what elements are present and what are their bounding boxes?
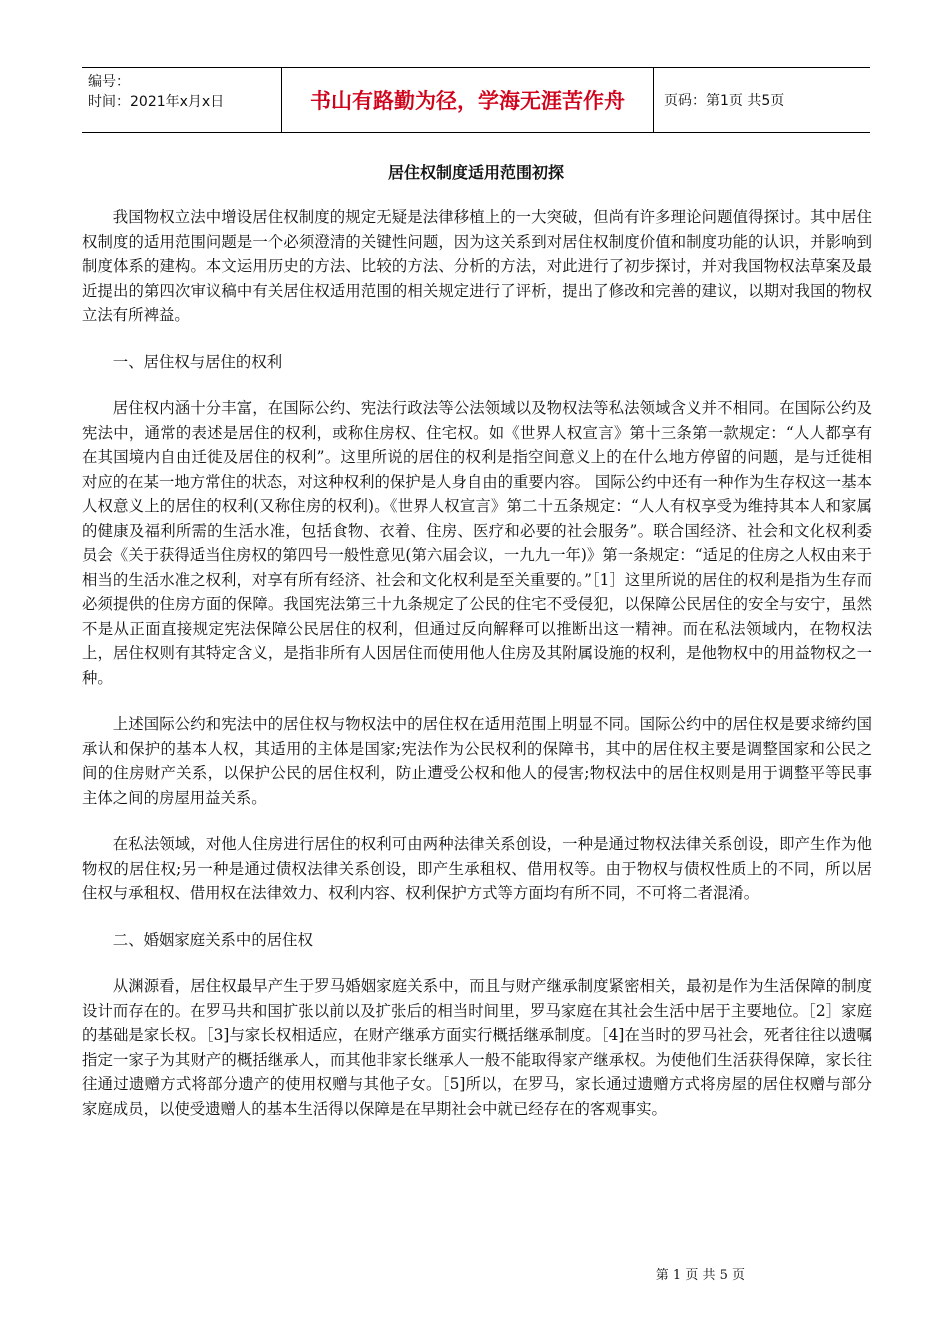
header-page-info: 页码：第1页 共5页: [664, 93, 785, 109]
section-heading-1: 一、居住权与居住的权利: [112, 352, 283, 371]
header-meta: [82, 68, 282, 132]
paragraph-intro: 我国物权立法中增设居住权制度的规定无疑是法律移植上的一大突破，但尚有许多理论问题值得探讨。其中居住权制度的适用范围问题是一个必须澄清的关键性问题，因为这关系到对居住权制度价值和制度功能的认识，并影响到制度体系的建构。本文运用历史的方法、比较的方法、分析的方法，对此进行了初步探讨，并对我国物权法草案及最近提出的第四次审议稿中有关居住权适用范围的相关规定进行了评析，提出了修改和完善的建议，以期对我国的物权立法有所裨益。: [82, 208, 872, 324]
paragraph-3: 上述国际公约和宪法中的居住权与物权法中的居住权在适用范围上明显不同。国际公约中的居住权是要求缔约国承认和保护的基本人权，其适用的主体是国家;宪法作为公民权利的保障书，其中的居住权主要是调整国家和公民之间的住房财产关系，以保护公民的居住权利，防止遭受公权和他人的侵害;物权法中的居住权则是用于调整平等民事主体之间的房屋用益关系。: [82, 715, 872, 807]
document-title: 居住权制度适用范围初探: [387, 163, 564, 182]
header-motto: 书山有路勤为径，学海无涯苦作舟: [282, 68, 654, 132]
paragraph-2: 居住权内涵十分丰富，在国际公约、宪法行政法等公法领域以及物权法等私法领域含义并不相同。在国际公约及宪法中，通常的表述是居住的权利，或称住房权、住宅权。如《世界人权宣言》第十三条第一款规定：“人人都享有在其国境内自由迁徙及居住的权利”。这里所说的居住的权利是指空间意义上的在什么地方停留的问题，是与迁徙相对应的在某一地方常住的状态，对这种权利的保护是人身自由的重要内容。 国际公约中还有一种作为生存权这一基本人权意义上的居住的权利(又称住房的权利)。《世界人权宣言》第二十五条规定：“人人有权享受为维持其本人和家属的健康及福利所需的生活水准，包括食物、衣着、住房、医疗和必要的社会服务”。联合国经济、社会和文化权利委员会《关于获得适当住房权的第四号一般性意见(第六届会议，一九九一年)》第一条规定：“适足的住房之人权由来于相当的生活水准之权利，对享有所有经济、社会和文化权利是至关重要的。”［1］这里所说的居住的权利是指为生存而必须提供的住房方面的保障。我国宪法第三十九条规定了公民的住宅不受侵犯，以保障公民居住的安全与安宁，虽然不是从正面直接规定宪法保障公民居住的权利，但通过反向解释可以推断出这一精神。而在私法领域内，在物权法上，居住权则有其特定含义，是指非所有人因居住而使用他人住房及其附属设施的权利，是他物权中的用益物权之一种。: [82, 399, 872, 687]
document-number-label: 编号：: [88, 74, 130, 90]
paragraph-4: 在私法领域，对他人住房进行居住的权利可由两种法律关系创设，一种是通过物权法律关系创设，即产生作为他物权的居住权;另一种是通过债权法律关系创设，即产生承租权、借用权等。由于物权与债权性质上的不同，所以居住权与承租权、借用权在法律效力、权利内容、权利保护方式等方面均有所不同，不可将二者混淆。: [82, 835, 872, 902]
document-body: [82, 205, 872, 1143]
paragraph-5: 从渊源看，居住权最早产生于罗马婚姻家庭关系中，而且与财产继承制度紧密相关，最初是作为生活保障的制度设计而存在的。在罗马共和国扩张以前以及扩张后的相当时间里，罗马家庭在其社会生活中居于主要地位。［2］家庭的基础是家长权。［3]与家长权相适应，在财产继承方面实行概括继承制度。［4]在当时的罗马社会，死者往往以遗嘱指定一家子为其财产的概括继承人，而其他非家长继承人一般不能取得家产继承权。为使他们生活获得保障，家长往往通过遗赠方式将部分遗产的使用权赠与其他子女。［5]所以，在罗马，家长通过遗赠方式将房屋的居住权赠与部分家庭成员，以使受遗赠人的基本生活得以保障是在早期社会中就已经存在的客观事实。: [82, 977, 872, 1118]
document-time-label: 时间：2021年x月x日: [88, 94, 225, 110]
page-header: [82, 67, 870, 133]
page-footer: 第 1 页 共 5 页: [655, 1268, 745, 1283]
section-heading-2: 二、婚姻家庭关系中的居住权: [112, 930, 313, 949]
